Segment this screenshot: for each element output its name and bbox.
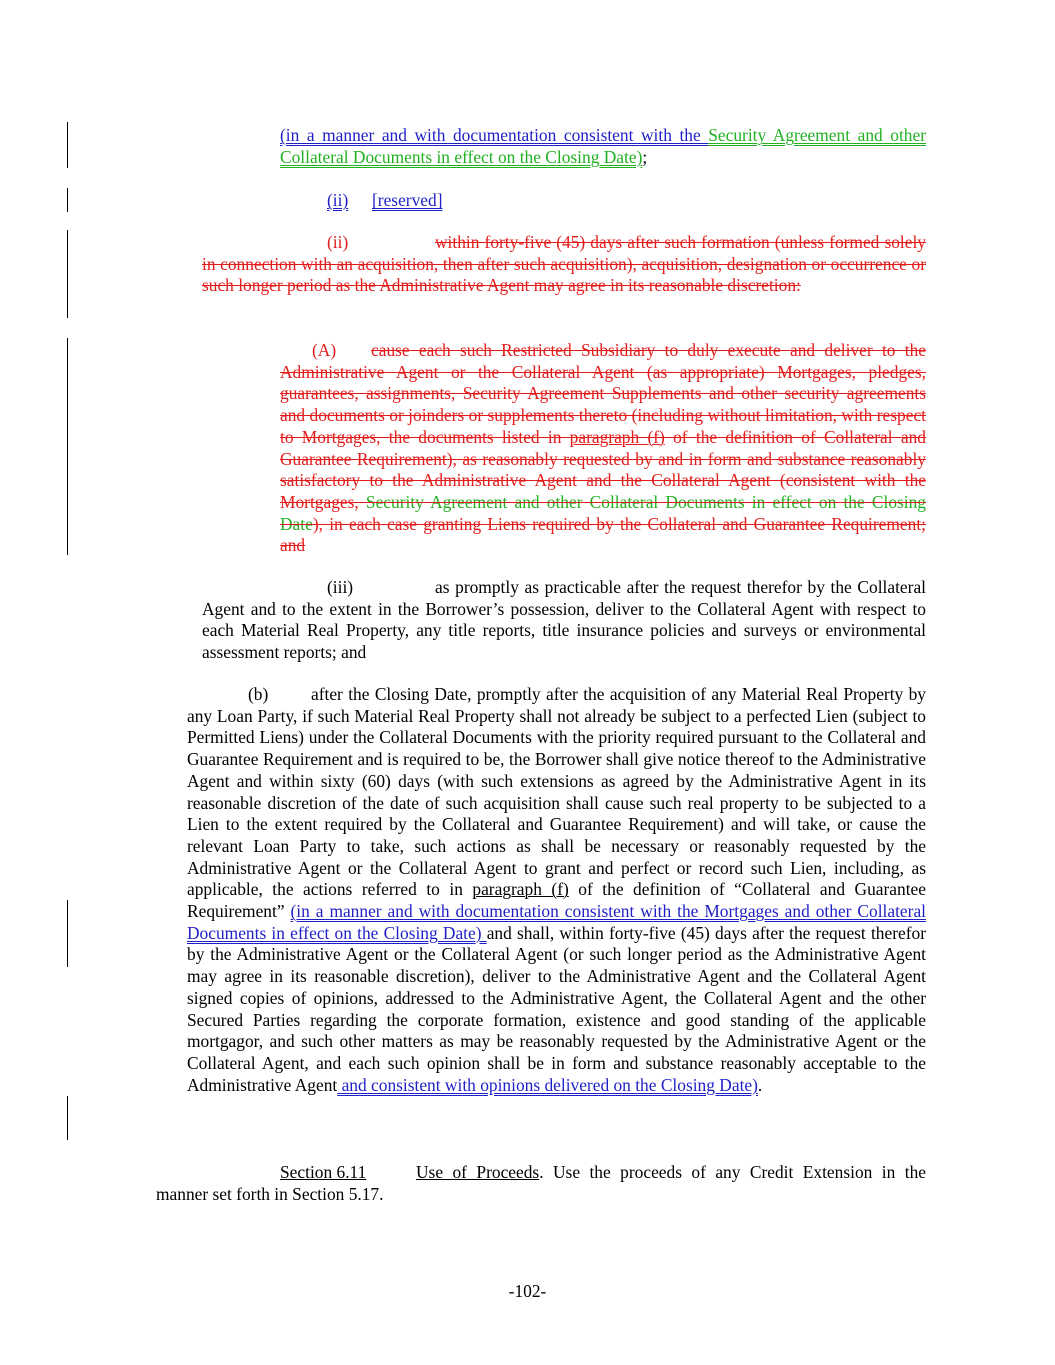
- clause-number: (ii): [327, 232, 349, 252]
- change-bar: [67, 230, 68, 318]
- inserted-text: (in a manner and with documentation consistent with the: [280, 125, 709, 145]
- clause-text: as promptly as practicable after the request therefor by the Collateral Agent and to the extent in the Borrower’s possession, deliver to the Collateral Agent with respect to each Material Real Property, any title reports, title insurance policies and surveys or environmental assessment reports; and: [202, 577, 926, 663]
- page-number: -102-: [508, 1281, 547, 1301]
- moved-text: Security Agreement and other Collateral Documents in effect on the Closing Date): [280, 125, 926, 167]
- clause-text: and shall, within forty-five (45) days after the request therefor by the Administrative Agent or the Collateral Agent (or such longer period as the Administrative Agent may agree in its reasonable discretion), deliver to the Administrative Agent and the Collateral Agent signed copies of opinions, addressed to the Administrative Agent, the Collateral Agent and the other Secured Parties regarding the corporate formation, existence and good standing of the applicable mortgagor, and such other matters as may be reasonably requested by the Administrative Agent or the Collateral Agent, and each such opinion shall be in form and substance reasonably acceptable to the Administrative Agent: [187, 922, 926, 1095]
- deleted-text: of the definition of Collateral and Guarantee Requirement), as reasonably requested by and in form and substance reasonably satisfactory to the Administrative Agent and the Collateral Agent (consistent with the Mortgages,: [280, 426, 926, 512]
- clause-number: (b): [248, 684, 269, 704]
- continuation-paragraph: (in a manner and with documentation consistent with the Security Agreement and other Collateral Documents in effect on the Closing Date);: [280, 125, 926, 167]
- inserted-text: [reserved]: [372, 190, 443, 210]
- moved-deleted-text: Security Agreement and other Collateral Documents in effect on the Closing Date: [280, 491, 926, 534]
- change-bar: [67, 122, 68, 168]
- deleted-text: within forty-five (45) days after such formation (unless formed solely in connection with an acquisition, then after such acquisition), acquisition, designation or occurrence or such longer period as the Administrative Agent may agree in its reasonable discretion:: [202, 232, 926, 296]
- deleted-text: ), in each case granting Liens required by the Collateral and Guarantee Requirement; and: [280, 513, 926, 556]
- clause-number: (ii): [327, 190, 349, 210]
- paragraph-f-reference: paragraph (f): [472, 879, 569, 900]
- inserted-text: and consistent with opinions delivered on the Closing Date): [337, 1074, 758, 1095]
- deleted-text: cause each such Restricted Subsidiary to duly execute and deliver to the Administrative Agent or the Collateral Agent (as appropriate) Mortgages, pledges, guarantees, assignments, Security Agreement Supplements and other security agreements and documents or joinders or supplements thereto (including without limitation, with respect to Mortgages, the documents listed in: [280, 340, 926, 447]
- change-bar: [67, 1096, 68, 1140]
- section-text: . Use the proceeds of any Credit Extension in the manner set forth in Section 5.17.: [156, 1162, 926, 1204]
- deleted-clause-a: [280, 340, 926, 557]
- change-bar: [67, 338, 68, 555]
- change-bar: [67, 900, 68, 967]
- clause-text: after the Closing Date, promptly after the acquisition of any Material Real Property by any Loan Party, if such Material Real Property shall not already be subject to a perfected Lien (subject to Permitted Liens) under the Collateral Documents with the priority required pursuant to the Collateral and Guarantee Requirement and is required to be, the Borrower shall give notice thereof to the Administrative Agent and within sixty (60) days (with such extensions as agreed by the Administrative Agent in its reasonable discretion of the date of such acquisition shall cause such real property to be subjected to a Lien to the extent required by the Collateral and Guarantee Requirement) and will take, or cause the relevant Loan Party to take, such actions as shall be necessary or reasonably requested by the Administrative Agent or the Collateral Agent to grant and perfect or record such Lien, including, as applicable, the actions referred to in: [187, 684, 926, 900]
- change-bar: [67, 188, 68, 212]
- section-number: Section 6.11: [280, 1162, 367, 1182]
- clause-number: (iii): [327, 577, 354, 597]
- clause-number: (A): [312, 340, 337, 360]
- section-heading: Use of Proceeds: [416, 1162, 540, 1182]
- deleted-clause-ii: [202, 232, 926, 297]
- paragraph-f-reference: paragraph (f): [569, 426, 665, 447]
- clause-iii: [202, 577, 926, 664]
- clause-ii-reserved: [327, 190, 926, 212]
- clause-b: (b) after the Closing Date, promptly after the acquisition of any Material Real Property by any Loan Party, if such Material Real Property shall not already be subject to a perfected Lien (subject to Permitted Liens) under the Collateral Documents with the priority required pursuant to the Collateral and Guarantee Requirement and is required to be, the Borrower shall give notice thereof to the Administrative Agent and within sixty (60) days (with such extensions as agreed by the Administrative Agent in its reasonable discretion of the date of such acquisition shall cause such real property to be subjected to a Lien to the extent required by the Collateral and Guarantee Requirement) and will take, or cause the relevant Loan Party to take, such actions as shall be necessary or reasonably requested by the Administrative Agent or the Collateral Agent to grant and perfect or record such Lien, including, as applicable, the actions referred to in paragraph (f) of the definition of “Collateral and Guarantee Requirement” (in a manner and with documentation consistent with the Mortgages and other Collateral Documents in effect on the Closing Date) and shall, within forty-five (45) days after the request therefor by the Administrative Agent or the Collateral Agent (or such longer period as the Administrative Agent may agree in its reasonable discretion), deliver to the Administrative Agent and the Collateral Agent signed copies of opinions, addressed to the Administrative Agent, the Collateral Agent and the other Secured Parties regarding the corporate formation, existence and good standing of the applicable mortgagor, and such other matters as may be reasonably requested by the Administrative Agent or the Collateral Agent, and each such opinion shall be in form and substance reasonably acceptable to the Administrative Agent and consistent with opinions delivered on the Closing Date).: [187, 684, 926, 1095]
- section-6-11: [156, 1162, 926, 1205]
- clause-text: of the definition of “Collateral and Guarantee Requirement”: [187, 879, 926, 922]
- inserted-text: (in a manner and with documentation consistent with the Mortgages and other Collateral Documents in effect on the Closing Date): [187, 901, 926, 943]
